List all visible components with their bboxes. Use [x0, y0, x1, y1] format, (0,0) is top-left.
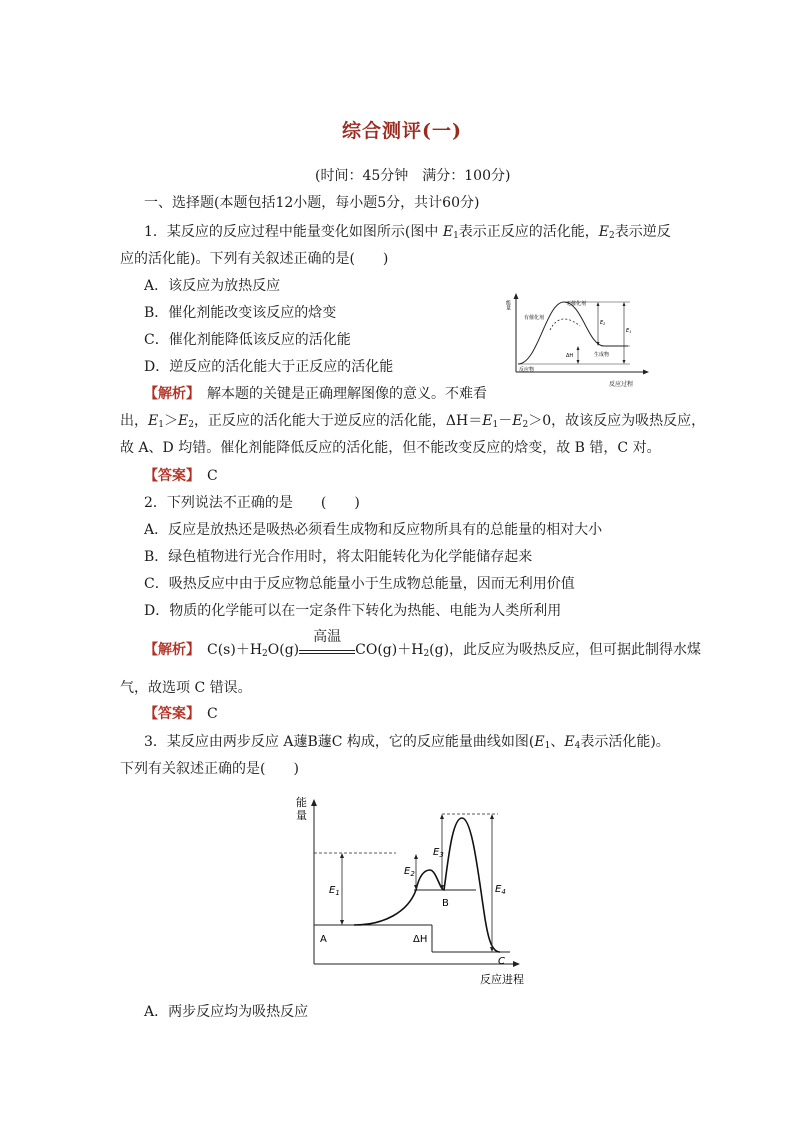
- q2-analysis-line1: 【解析】 $C(s)+H_2O(g)$ 高温 $CO(g)+H_2(g)$，此反应为吸热反应，但可据此制得水煤: [144, 629, 702, 659]
- q1-curve-catalyst: [550, 319, 580, 330]
- q1-e-symbol: E: [598, 224, 610, 240]
- q3-stem-line1: 3．某反应由两步反应 A蘧B蘧C 构成，它的反应能量曲线如图($E_1$、$E_4$表示活化能)。: [144, 734, 670, 751]
- q1-e-sub: 1: [453, 231, 459, 241]
- q1-answer-value: C: [207, 468, 218, 484]
- q3-fig-x-label: 反应进程: [480, 973, 524, 986]
- q3-energy-curve: [354, 818, 500, 952]
- q3-fig-b: B: [442, 898, 449, 909]
- q1-analysis-line1: [144, 384, 487, 404]
- q3-option-a: A．两步反应均为吸热反应: [144, 1004, 309, 1020]
- q3-fig-c: C: [498, 956, 505, 967]
- q3-energy-diagram: [292, 792, 532, 992]
- q1-e-symbol: E: [442, 224, 454, 240]
- q1-stem-text-c: 表示逆反: [614, 224, 671, 240]
- q3-fig-e2: $E_2$: [404, 866, 415, 878]
- q1-fig-product: 生成物: [594, 352, 610, 358]
- section-heading: 一、选择题(本题包括12小题，每小题5分，共计60分): [144, 195, 480, 211]
- q1-fig-e2: $E_2$: [600, 320, 606, 326]
- q2-stem: 2．下列说法不正确的是 ( ): [144, 495, 360, 511]
- q2-equation-condition: 高温: [299, 641, 355, 654]
- q1-option-c: C．催化剂能降低该反应的活化能: [144, 332, 351, 348]
- analysis-tag: 【解析】: [144, 642, 193, 658]
- q1-fig-no-cat-label: 无催化剂: [566, 301, 587, 307]
- q3-stem-line2: 下列有关叙述正确的是( ): [120, 761, 299, 777]
- q1-option-d: D．逆反应的活化能大于正反应的活化能: [144, 359, 394, 375]
- q3-fig-y-label: 能: [296, 796, 307, 809]
- q1-analysis-text: 解本题的关键是正确理解图像的意义。不难看: [193, 386, 487, 402]
- q1-fig-x-label: 反应过程: [609, 381, 634, 388]
- q1-stem-line1: [144, 222, 671, 246]
- q1-analysis-line2: 出，$E_1>E_2$，正反应的活化能大于逆反应的活化能，$\Delta H=E_1-E_2>0$，故该反应为吸热反应，: [120, 413, 706, 430]
- q1-stem-line2: 应的活化能)。下列有关叙述正确的是( ): [120, 251, 389, 267]
- page-title: 综合测评(一): [342, 120, 462, 142]
- q1-e-sub: 2: [609, 231, 615, 241]
- q1-option-a: A．该反应为放热反应: [144, 278, 281, 294]
- q1-fig-reactant: 反应物: [519, 367, 535, 373]
- q1-stem-text-a: 1．某反应的反应过程中能量变化如图所示(图中: [144, 224, 443, 240]
- q2-option-b: B．绿色植物进行光合作用时，将太阳能转化为化学能储存起来: [144, 549, 533, 565]
- analysis-tag: 【解析】: [144, 386, 193, 402]
- q2-option-d: D．物质的化学能可以在一定条件下转化为热能、电能为人类所利用: [144, 603, 562, 619]
- q1-option-b: B．催化剂能改变该反应的焓变: [144, 305, 337, 321]
- q3-fig-e4: $E_4$: [495, 884, 506, 896]
- q2-analysis-line2: 气，故选项 C 错误。: [120, 680, 252, 696]
- q1-fig-dh: ΔH: [566, 353, 574, 359]
- q1-fig-e1: $E_1$: [626, 328, 632, 334]
- q2-option-a: A．反应是放热还是吸热必须看生成物和反应物所具有的总能量的相对大小: [144, 522, 603, 538]
- answer-tag: 【答案】: [144, 468, 193, 484]
- q3-fig-e1: $E_1$: [329, 885, 340, 897]
- q1-analysis-line3: 故 A、D 均错。催化剂能降低反应的活化能，但不能改变反应的焓变，故 B 错，C 对。: [120, 440, 661, 456]
- q1-energy-diagram: [506, 290, 656, 390]
- q1-fig-y-label: 能量: [505, 300, 511, 310]
- q3-fig-dh: ΔH: [413, 934, 428, 945]
- q3-fig-y-label: 量: [296, 809, 307, 822]
- q2-option-c: C．吸热反应中由于反应物总能量小于生成物总能量，因而无利用价值: [144, 576, 575, 592]
- q2-answer-value: C: [207, 706, 218, 722]
- answer-tag: 【答案】: [144, 706, 193, 722]
- q1-answer: [144, 466, 218, 486]
- q3-fig-a: A: [320, 934, 327, 945]
- q3-fig-e3: $E_3$: [433, 847, 444, 859]
- subtitle: (时间：45分钟 满分：100分): [315, 168, 511, 184]
- q2-answer: [144, 704, 218, 724]
- q1-stem-text-b: 表示正反应的活化能，: [458, 224, 599, 240]
- q1-fig-cat-label: 有催化剂: [524, 315, 545, 321]
